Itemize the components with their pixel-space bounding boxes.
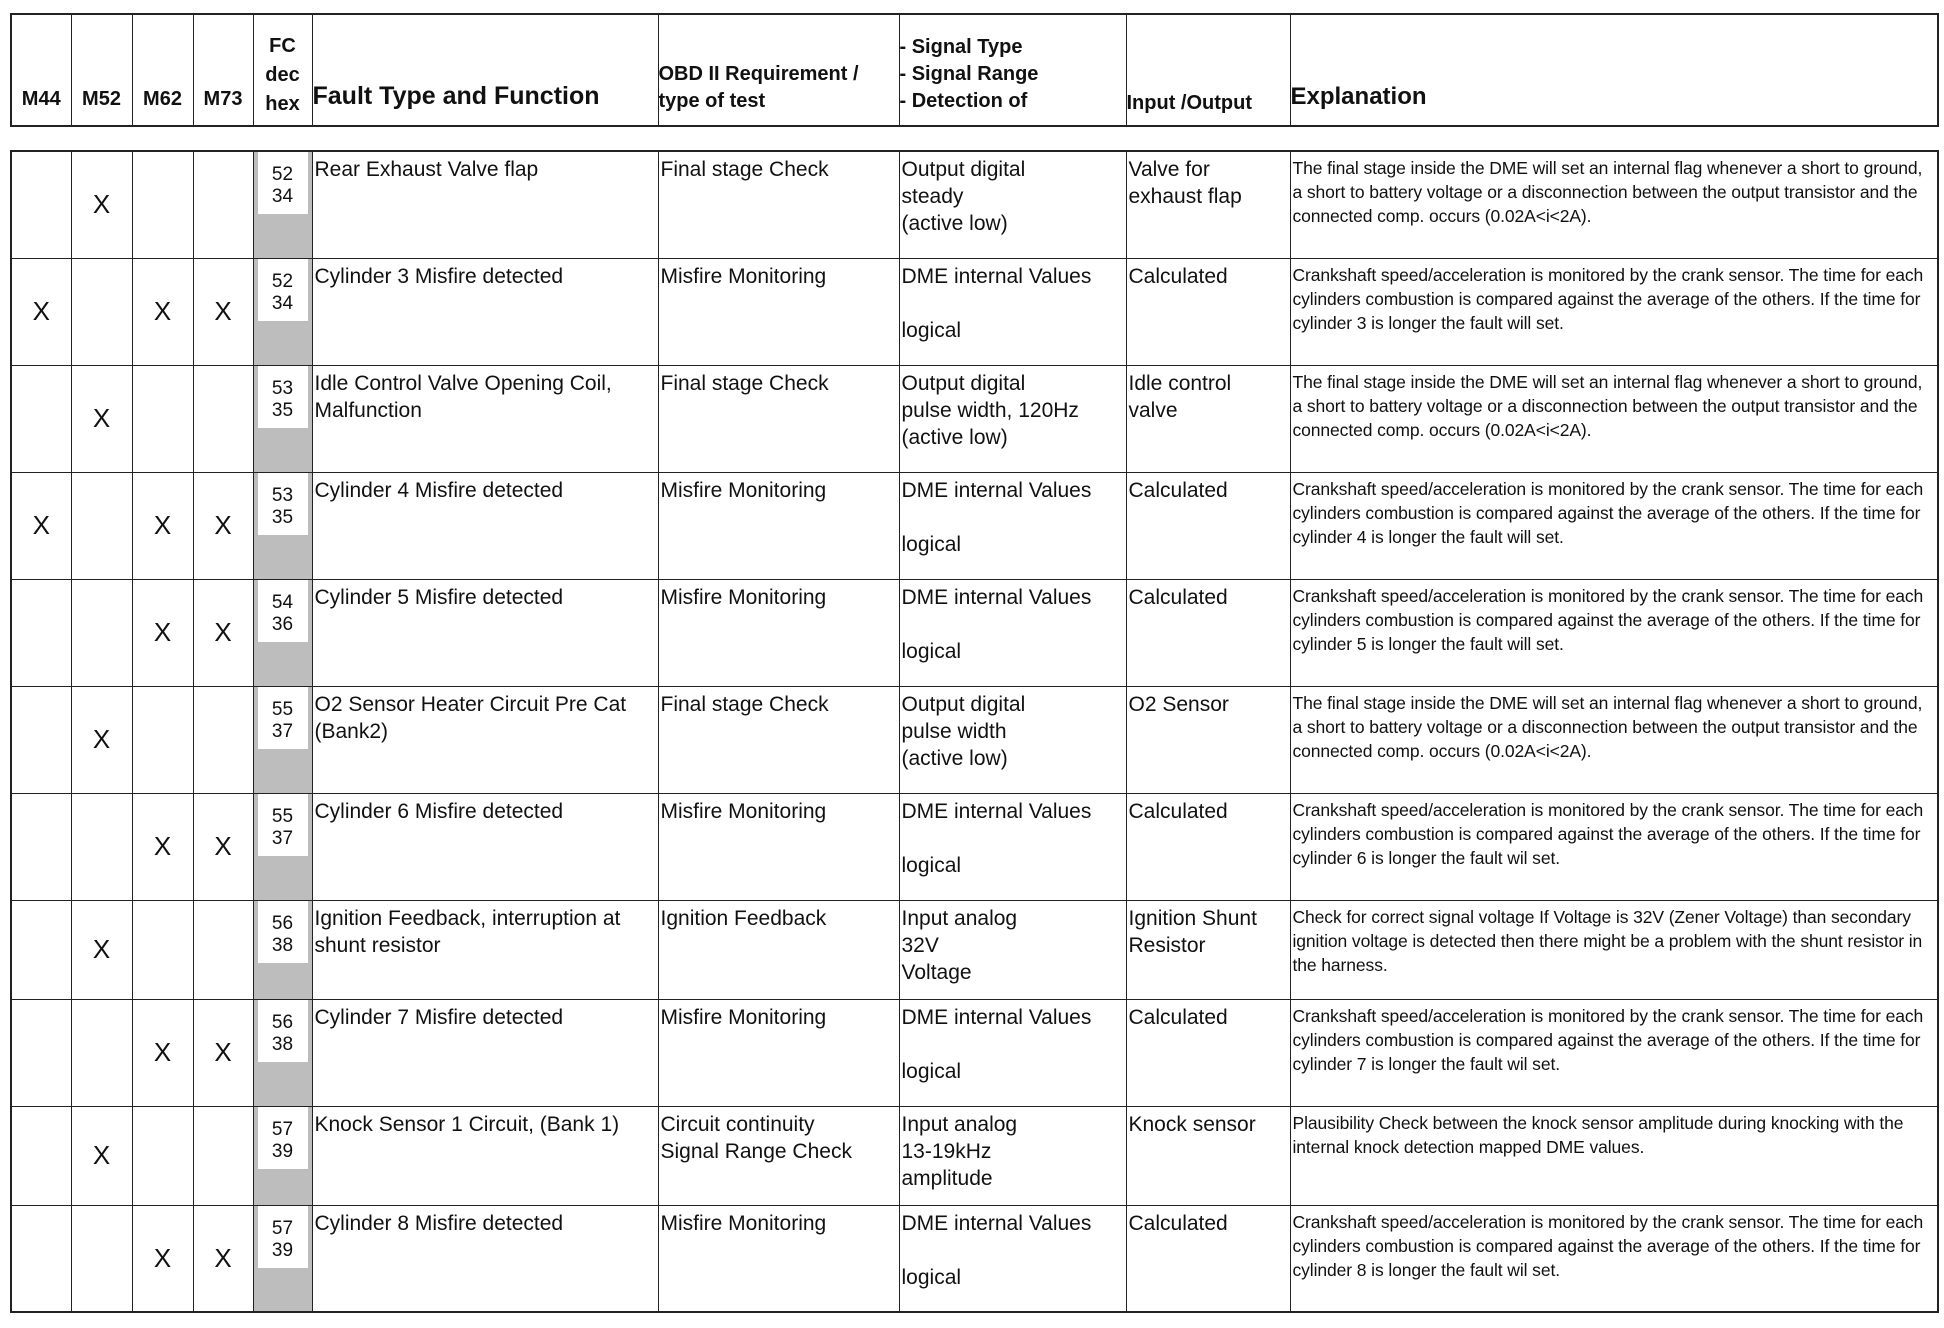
cell-m52 — [71, 1205, 132, 1312]
fc-label: FC — [269, 35, 296, 57]
cell-fc — [253, 151, 312, 258]
cell-fault: Cylinder 4 Misfire detected — [312, 472, 658, 579]
cell-obd: Ignition Feedback — [658, 900, 899, 999]
fc-dec: 56 — [271, 912, 294, 934]
table-row — [11, 686, 1938, 793]
cell-io: Knock sensor — [1126, 1106, 1290, 1205]
cell-obd: Misfire Monitoring — [658, 999, 899, 1106]
cell-explanation: The final stage inside the DME will set an internal flag whenever a short to ground, a short to battery voltage or a disconnection between the output transistor and the connected comp. occurs (0.02A<i<2A). — [1290, 365, 1938, 472]
cell-fault: Cylinder 6 Misfire detected — [312, 793, 658, 900]
cell-signal: Input analog 32V Voltage — [899, 900, 1126, 999]
cell-fault: Cylinder 3 Misfire detected — [312, 258, 658, 365]
table-row — [11, 1106, 1938, 1205]
cell-explanation: Crankshaft speed/acceleration is monitored by the crank sensor. The time for each cylinders combustion is compared against the average of the others. If the time for cylinder 3 is longer the fault will set. — [1290, 258, 1938, 365]
col-m62: M62 — [132, 14, 193, 126]
cell-io: Ignition Shunt Resistor — [1126, 900, 1290, 999]
cell-m62 — [132, 900, 193, 999]
cell-fc — [253, 1205, 312, 1312]
cell-obd: Final stage Check — [658, 151, 899, 258]
cell-fc — [253, 365, 312, 472]
cell-fault: Cylinder 7 Misfire detected — [312, 999, 658, 1106]
cell-io: O2 Sensor — [1126, 686, 1290, 793]
cell-io: Calculated — [1126, 258, 1290, 365]
cell-explanation: Crankshaft speed/acceleration is monitored by the crank sensor. The time for each cylinders combustion is compared against the average of the others. If the time for cylinder 7 is longer the fault wil set. — [1290, 999, 1938, 1106]
fc-hex: 37 — [271, 720, 294, 742]
col-fc — [253, 14, 312, 126]
cell-m62 — [132, 686, 193, 793]
fc-dec: 57 — [271, 1118, 294, 1140]
cell-io: Valve for exhaust flap — [1126, 151, 1290, 258]
cell-m52 — [71, 793, 132, 900]
table-row — [11, 900, 1938, 999]
cell-obd: Misfire Monitoring — [658, 472, 899, 579]
cell-m73 — [193, 900, 253, 999]
cell-explanation: The final stage inside the DME will set an internal flag whenever a short to ground, a short to battery voltage or a disconnection between the output transistor and the connected comp. occurs (0.02A<i<2A). — [1290, 151, 1938, 258]
fc-hex: 34 — [271, 292, 294, 314]
cell-fc — [253, 900, 312, 999]
col-fault: Fault Type and Function — [312, 14, 658, 126]
table-row — [11, 579, 1938, 686]
cell-signal: DME internal Values logical — [899, 258, 1126, 365]
fc-hex: 36 — [271, 613, 294, 635]
cell-signal: DME internal Values logical — [899, 472, 1126, 579]
cell-m52: X — [71, 686, 132, 793]
cell-m52 — [71, 579, 132, 686]
cell-fault: Cylinder 5 Misfire detected — [312, 579, 658, 686]
cell-explanation: Crankshaft speed/acceleration is monitored by the crank sensor. The time for each cylinders combustion is compared against the average of the others. If the time for cylinder 8 is longer the fault wil set. — [1290, 1205, 1938, 1312]
fc-hex: 35 — [271, 399, 294, 421]
cell-m44 — [11, 900, 71, 999]
cell-m52: X — [71, 151, 132, 258]
cell-fc — [253, 686, 312, 793]
fc-hex: 37 — [271, 827, 294, 849]
cell-m44: X — [11, 258, 71, 365]
cell-m44 — [11, 151, 71, 258]
fc-dec: 56 — [271, 1011, 294, 1033]
cell-fc — [253, 472, 312, 579]
cell-io: Idle control valve — [1126, 365, 1290, 472]
cell-m44: X — [11, 472, 71, 579]
table-row — [11, 1205, 1938, 1312]
cell-m73: X — [193, 1205, 253, 1312]
cell-m62: X — [132, 472, 193, 579]
col-m52: M52 — [71, 14, 132, 126]
cell-m44 — [11, 1205, 71, 1312]
cell-fc — [253, 999, 312, 1106]
fc-dec: 54 — [271, 591, 294, 613]
cell-io: Calculated — [1126, 999, 1290, 1106]
cell-m44 — [11, 1106, 71, 1205]
table-row — [11, 472, 1938, 579]
cell-m52: X — [71, 365, 132, 472]
cell-m52 — [71, 999, 132, 1106]
fc-dec: 53 — [271, 484, 294, 506]
cell-signal: Output digital pulse width, 120Hz (active low) — [899, 365, 1126, 472]
cell-m73 — [193, 1106, 253, 1205]
cell-m44 — [11, 793, 71, 900]
cell-signal: Input analog 13-19kHz amplitude — [899, 1106, 1126, 1205]
cell-obd: Final stage Check — [658, 686, 899, 793]
cell-fc — [253, 1106, 312, 1205]
cell-obd: Misfire Monitoring — [658, 793, 899, 900]
col-obd: OBD II Requirement / type of test — [658, 14, 899, 126]
cell-m44 — [11, 686, 71, 793]
signal-detection-label: - Detection of — [899, 90, 1028, 112]
col-explanation: Explanation — [1290, 14, 1938, 126]
table-row — [11, 365, 1938, 472]
fc-hex: 38 — [271, 1033, 294, 1055]
fc-dec: 52 — [271, 164, 294, 185]
signal-type-label: - Signal Type — [899, 36, 1023, 58]
cell-signal: DME internal Values logical — [899, 999, 1126, 1106]
cell-m52: X — [71, 1106, 132, 1205]
cell-io: Calculated — [1126, 793, 1290, 900]
cell-explanation: Check for correct signal voltage If Voltage is 32V (Zener Voltage) than secondary ignition voltage is detected then there might be a problem with the shunt resistor in the harness. — [1290, 900, 1938, 999]
cell-m73 — [193, 151, 253, 258]
cell-obd: Misfire Monitoring — [658, 258, 899, 365]
cell-signal: DME internal Values logical — [899, 793, 1126, 900]
fc-hex: 39 — [271, 1239, 294, 1261]
cell-m62: X — [132, 579, 193, 686]
cell-fault: Knock Sensor 1 Circuit, (Bank 1) — [312, 1106, 658, 1205]
cell-m73 — [193, 365, 253, 472]
fc-hex: 34 — [271, 186, 294, 207]
cell-explanation: Crankshaft speed/acceleration is monitored by the crank sensor. The time for each cylinders combustion is compared against the average of the others. If the time for cylinder 5 is longer the fault will set. — [1290, 579, 1938, 686]
fault-code-table — [10, 150, 1939, 1313]
cell-signal: DME internal Values logical — [899, 579, 1126, 686]
col-m44: M44 — [11, 14, 71, 126]
cell-m44 — [11, 365, 71, 472]
fc-hex: 35 — [271, 506, 294, 528]
fc-dec: 53 — [271, 377, 294, 399]
cell-fault: O2 Sensor Heater Circuit Pre Cat (Bank2) — [312, 686, 658, 793]
cell-m62: X — [132, 258, 193, 365]
cell-fault: Cylinder 8 Misfire detected — [312, 1205, 658, 1312]
cell-io: Calculated — [1126, 1205, 1290, 1312]
cell-m73: X — [193, 793, 253, 900]
cell-m73: X — [193, 258, 253, 365]
cell-m44 — [11, 999, 71, 1106]
table-row — [11, 258, 1938, 365]
col-signal — [899, 14, 1126, 126]
cell-explanation: The final stage inside the DME will set an internal flag whenever a short to ground, a short to battery voltage or a disconnection between the output transistor and the connected comp. occurs (0.02A<i<2A). — [1290, 686, 1938, 793]
fc-dec-label: dec — [265, 64, 300, 86]
cell-signal: Output digital steady (active low) — [899, 151, 1126, 258]
cell-m73: X — [193, 579, 253, 686]
cell-m52 — [71, 258, 132, 365]
cell-obd: Misfire Monitoring — [658, 1205, 899, 1312]
fc-dec: 55 — [271, 698, 294, 720]
cell-fault: Idle Control Valve Opening Coil, Malfunction — [312, 365, 658, 472]
cell-fault: Ignition Feedback, interruption at shunt resistor — [312, 900, 658, 999]
cell-signal: Output digital pulse width (active low) — [899, 686, 1126, 793]
cell-signal: DME internal Values logical — [899, 1205, 1126, 1312]
fc-dec: 52 — [271, 270, 294, 292]
cell-m73 — [193, 686, 253, 793]
fc-dec: 55 — [271, 805, 294, 827]
fc-dec: 57 — [271, 1217, 294, 1239]
col-io: Input /Output — [1126, 14, 1290, 126]
cell-m73: X — [193, 999, 253, 1106]
cell-m62 — [132, 151, 193, 258]
cell-io: Calculated — [1126, 579, 1290, 686]
cell-fault: Rear Exhaust Valve flap — [312, 151, 658, 258]
table-row — [11, 793, 1938, 900]
cell-io: Calculated — [1126, 472, 1290, 579]
cell-fc — [253, 579, 312, 686]
cell-m62 — [132, 1106, 193, 1205]
fc-hex: 39 — [271, 1140, 294, 1162]
table-row — [11, 151, 1938, 258]
cell-m52: X — [71, 900, 132, 999]
fc-hex: 38 — [271, 934, 294, 956]
cell-m44 — [11, 579, 71, 686]
signal-range-label: - Signal Range — [899, 63, 1039, 85]
cell-explanation: Crankshaft speed/acceleration is monitored by the crank sensor. The time for each cylinders combustion is compared against the average of the others. If the time for cylinder 6 is longer the fault wil set. — [1290, 793, 1938, 900]
cell-m62: X — [132, 793, 193, 900]
cell-m62: X — [132, 999, 193, 1106]
table-row — [11, 999, 1938, 1106]
cell-obd: Final stage Check — [658, 365, 899, 472]
cell-fc — [253, 793, 312, 900]
cell-m62 — [132, 365, 193, 472]
fc-hex-label: hex — [265, 93, 300, 115]
cell-explanation: Plausibility Check between the knock sensor amplitude during knocking with the internal knock detection mapped DME values. — [1290, 1106, 1938, 1205]
col-m73: M73 — [193, 14, 253, 126]
cell-m73: X — [193, 472, 253, 579]
cell-obd: Circuit continuity Signal Range Check — [658, 1106, 899, 1205]
cell-m52 — [71, 472, 132, 579]
cell-fc — [253, 258, 312, 365]
cell-m62: X — [132, 1205, 193, 1312]
cell-obd: Misfire Monitoring — [658, 579, 899, 686]
cell-explanation: Crankshaft speed/acceleration is monitored by the crank sensor. The time for each cylinders combustion is compared against the average of the others. If the time for cylinder 4 is longer the fault will set. — [1290, 472, 1938, 579]
table-header — [10, 13, 1939, 127]
